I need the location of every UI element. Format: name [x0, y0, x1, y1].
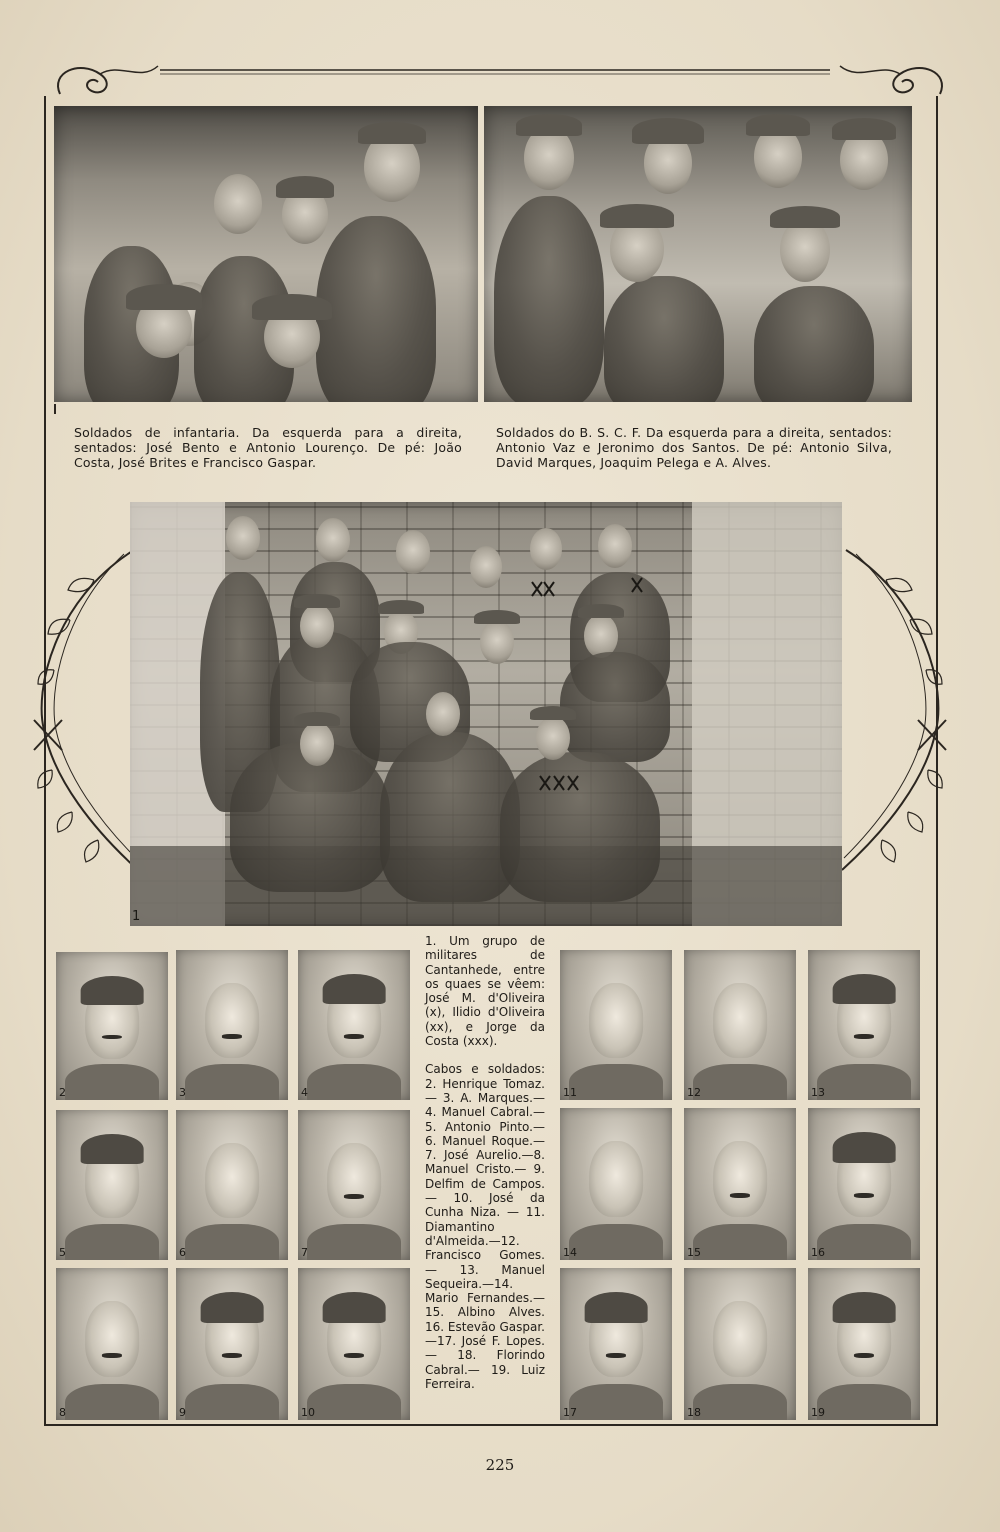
- portrait-3: 3: [176, 950, 288, 1100]
- portrait-7: 7: [298, 1110, 410, 1260]
- left-photo-caption: Soldados de infantaria. Da esquerda para a direita, sentados: José Bento e Antonio Lourenço. De pé: João Costa, José Brites e Francisco Gaspar.: [74, 425, 462, 470]
- bscf-soldiers-photo: [484, 106, 912, 402]
- page-number: 225: [485, 1456, 515, 1474]
- group-photo-number: 1: [132, 909, 141, 924]
- portrait-5: 5: [56, 1110, 168, 1260]
- portrait-19: 19: [808, 1268, 920, 1420]
- portrait-12: 12: [684, 950, 796, 1100]
- portrait-2: 2: [56, 952, 168, 1100]
- portrait-11: 11: [560, 950, 672, 1100]
- top-ornament: [40, 52, 960, 112]
- portrait-10: 10: [298, 1268, 410, 1420]
- portrait-13: 13: [808, 950, 920, 1100]
- laurel-left-ornament: [14, 540, 144, 880]
- infantry-soldiers-photo: [54, 106, 478, 402]
- names-text-column: [425, 934, 545, 1405]
- right-photo-caption: Soldados do B. S. C. F. Da esquerda para a direita, sentados: Antonio Vaz e Jeronimo dos Santos. De pé: Antonio Silva, David Marques, Joaquim Pelega e A. Alves.: [496, 425, 892, 470]
- portrait-17: 17: [560, 1268, 672, 1420]
- portrait-6: 6: [176, 1110, 288, 1260]
- frame-bottom: [44, 1424, 938, 1426]
- soldier-names-list: Cabos e soldados: 2. Henrique Tomaz. — 3. A. Marques.—4. Manuel Cabral.—5. Antonio Pinto.— 6. Manuel Roque.—7. José Aurelio.—8. Manuel Cristo.— 9. Delfim de Campos. — 10. José da Cunha Niza. — 11. Diamantino d'Almeida.—12. Francisco Gomes. — 13. Manuel Sequeira.—14. Mario Fernandes.— 15. Albino Alves. 16. Estevão Gaspar.—17. José F. Lopes. — 18. Florindo Cabral.— 19. Luiz Ferreira.: [425, 1062, 545, 1391]
- group-photo-caption: 1. Um grupo de militares de Cantanhede, entre os quaes se vêem: José M. d'Oliveira (x), Ilidio d'Oliveira (xx), e Jorge da Costa (xxx).: [425, 934, 545, 1049]
- portrait-8: 8: [56, 1268, 168, 1420]
- cantanhede-group-photo: [130, 502, 842, 926]
- laurel-right-ornament: [836, 540, 966, 880]
- divider-left: [54, 404, 56, 414]
- portrait-16: 16: [808, 1108, 920, 1260]
- portrait-18: 18: [684, 1268, 796, 1420]
- portrait-9: 9: [176, 1268, 288, 1420]
- portrait-14: 14: [560, 1108, 672, 1260]
- portrait-4: 4: [298, 950, 410, 1100]
- portrait-15: 15: [684, 1108, 796, 1260]
